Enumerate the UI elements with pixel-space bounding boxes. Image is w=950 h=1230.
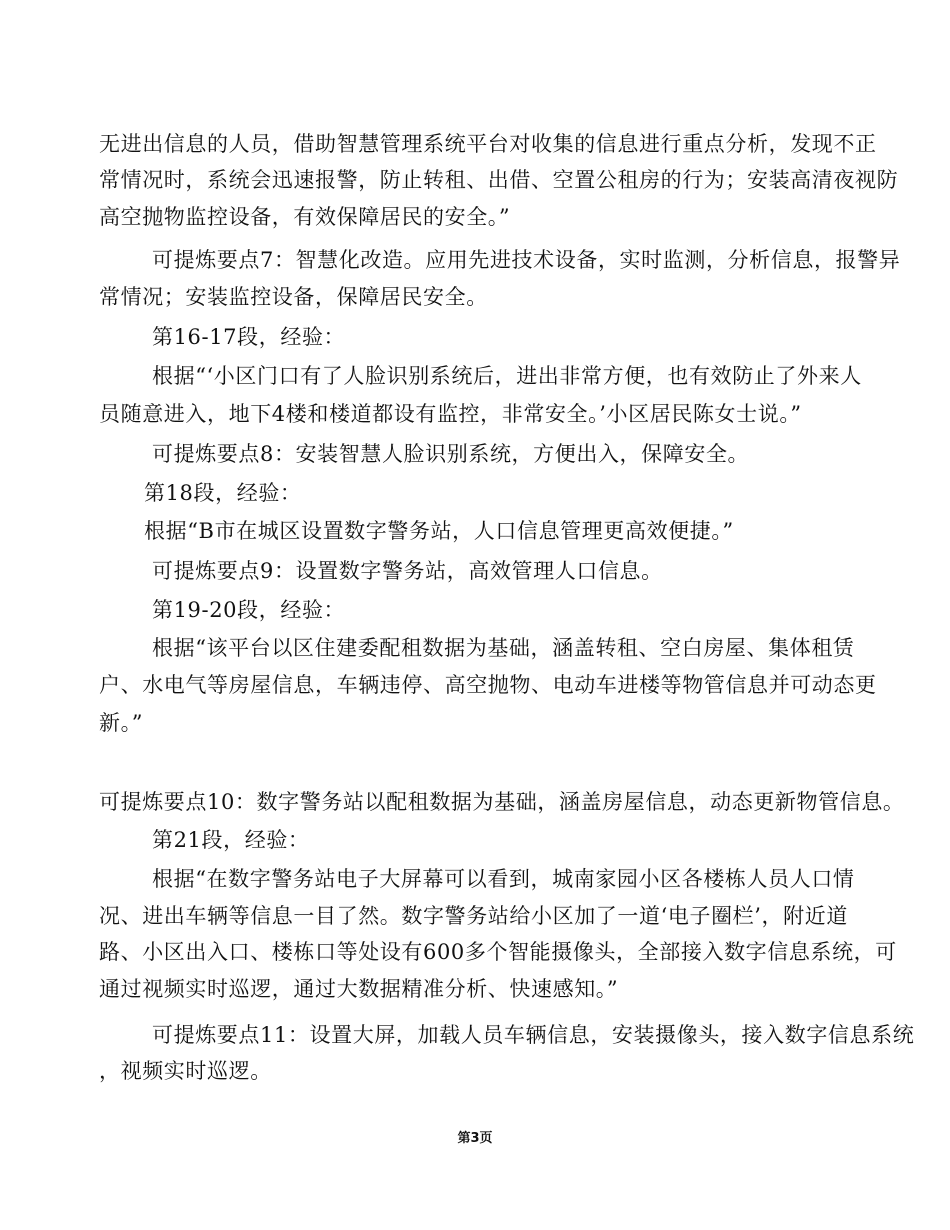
section-heading: 第19-20段，经验： <box>152 598 346 622</box>
section-heading: 第18段，经验： <box>144 481 302 505</box>
paragraph-line: 无进出信息的人员，借助智慧管理系统平台对收集的信息进行重点分析，发现不正 <box>99 132 877 156</box>
key-point-line: 可提炼要点10：数字警务站以配租数据为基础，涵盖房屋信息，动态更新物管信息。 <box>99 790 905 814</box>
quote-line: 况、进出车辆等信息一目了然。数字警务站给小区加了一道‘电子圈栏’，附近道 <box>99 904 848 928</box>
key-point-line: 可提炼要点9：设置数字警务站，高效管理人口信息。 <box>152 559 663 583</box>
key-point-line: 可提炼要点8：安装智慧人脸识别系统，方便出入，保障安全。 <box>152 442 750 466</box>
page-number: 第3页 <box>457 1131 493 1146</box>
section-heading: 第16-17段，经验： <box>152 325 346 349</box>
quote-line: 根据“在数字警务站电子大屏幕可以看到，城南家园小区各楼栋人员人口情 <box>152 867 855 891</box>
quote-line: 根据“该平台以区住建委配租数据为基础，涵盖转租、空白房屋、集体租赁 <box>152 636 855 660</box>
key-point-line: 可提炼要点11：设置大屏，加载人员车辆信息，安装摄像头，接入数字信息系统 <box>152 1023 915 1047</box>
quote-line: 路、小区出入口、楼栋口等处设有600多个智能摄像头，全部接入数字信息系统，可 <box>99 940 897 964</box>
quote-line: 户、水电气等房屋信息，车辆违停、高空抛物、电动车进楼等物管信息并可动态更 <box>99 673 877 697</box>
paragraph-line: 常情况时，系统会迅速报警，防止转租、出借、空置公租房的行为；安装高清夜视防 <box>99 168 899 192</box>
key-point-line: ，视频实时巡逻。 <box>99 1059 272 1083</box>
section-heading: 第21段，经验： <box>152 828 310 852</box>
key-point-line: 可提炼要点7：智慧化改造。应用先进技术设备，实时监测，分析信息，报警异 <box>152 248 901 272</box>
quote-line: 员随意进入，地下4楼和楼道都设有监控，非常安全。’小区居民陈女士说。” <box>99 402 802 426</box>
quote-line: 新。” <box>99 711 144 735</box>
paragraph-line: 高空抛物监控设备，有效保障居民的安全。” <box>99 205 511 229</box>
key-point-line: 常情况；安装监控设备，保障居民安全。 <box>99 285 488 309</box>
quote-line: 根据“‘小区门口有了人脸识别系统后，进出非常方便，也有效防止了外来人 <box>152 364 862 388</box>
quote-line: 根据“B市在城区设置数字警务站，人口信息管理更高效便捷。” <box>144 519 734 543</box>
quote-line: 通过视频实时巡逻，通过大数据精准分析、快速感知。” <box>99 977 619 1001</box>
